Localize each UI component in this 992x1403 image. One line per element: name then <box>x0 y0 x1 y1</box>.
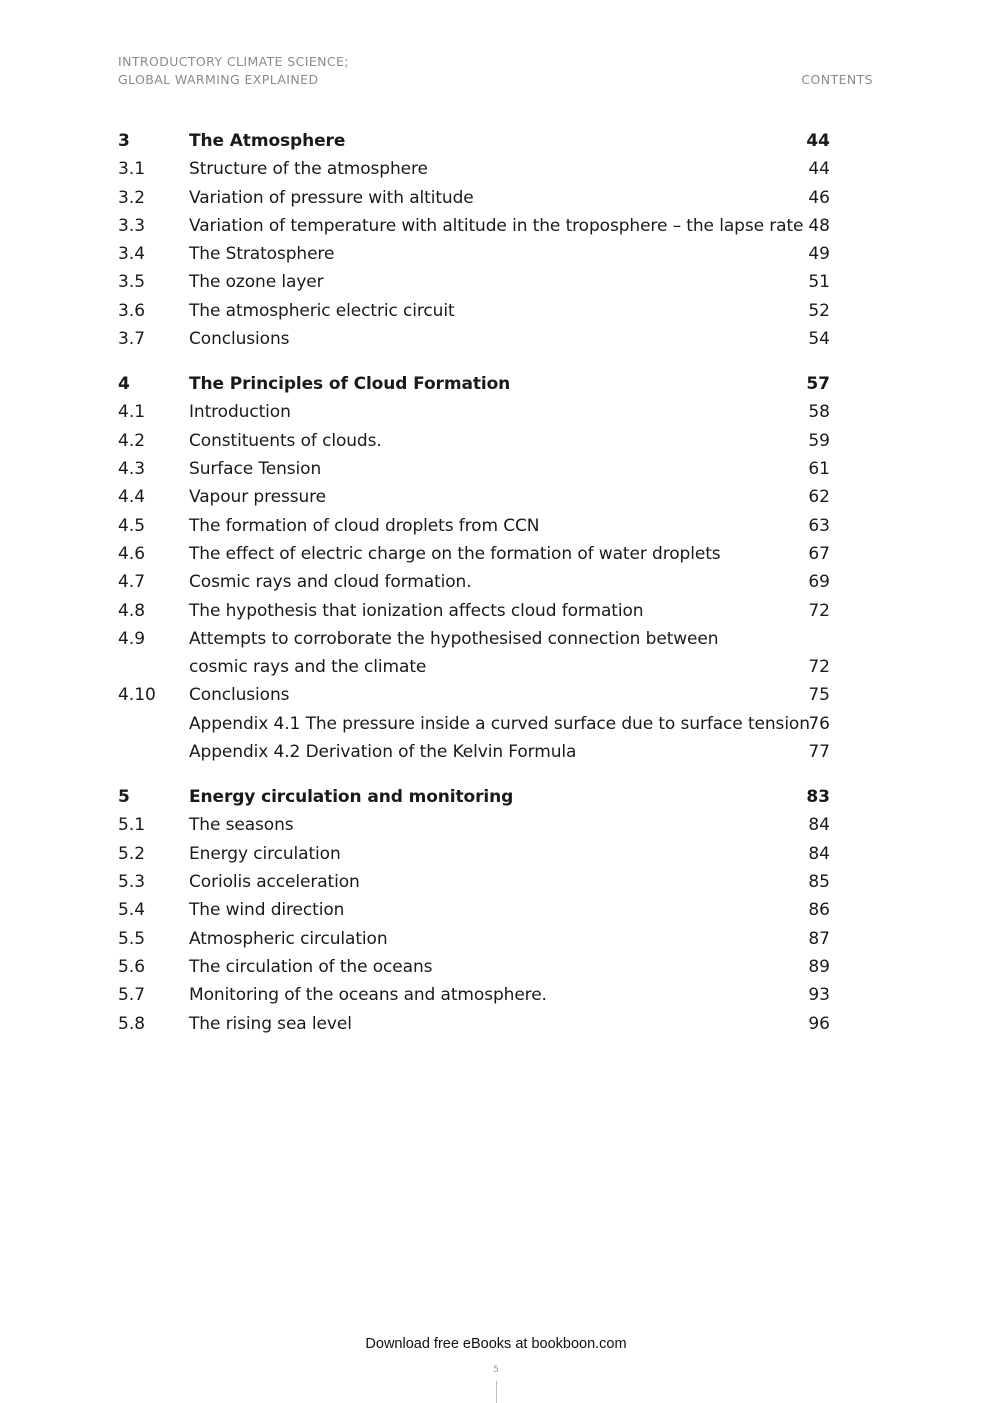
book-title-line-2: GLOBAL WARMING EXPLAINED <box>118 72 319 87</box>
toc-entry-page: 72 <box>808 600 830 621</box>
toc-entry-number: 3.5 <box>118 272 146 293</box>
toc-entry-page: 54 <box>808 329 830 350</box>
toc-entry-page: 44 <box>808 159 830 180</box>
toc-entry-title: The Atmosphere <box>189 131 346 151</box>
toc-entry-number: 5.2 <box>118 843 146 864</box>
toc-entry-number: 4.8 <box>118 600 146 621</box>
toc-entry-number: 3.2 <box>118 187 146 208</box>
toc-entry-number: 4.5 <box>118 515 146 536</box>
toc-entry-title: Appendix 4.1 The pressure inside a curved surface due to surface tension <box>189 713 810 734</box>
toc-entry-title: The seasons <box>189 815 294 836</box>
toc-entry[interactable] <box>118 483 830 511</box>
toc-entry-number: 5 <box>118 787 130 808</box>
toc-entry[interactable] <box>118 512 830 540</box>
toc-entry[interactable] <box>118 184 830 212</box>
toc-entry-title: Energy circulation <box>189 843 341 864</box>
toc-entry-page: 89 <box>808 956 830 977</box>
toc-entry-title: The ozone layer <box>189 272 324 293</box>
toc-entry[interactable] <box>118 653 830 681</box>
toc-entry-number: 3.1 <box>118 159 146 180</box>
toc-entry-title: The Principles of Cloud Formation <box>189 374 511 395</box>
toc-entry[interactable] <box>118 455 830 483</box>
toc-entry-page: 75 <box>808 685 830 706</box>
toc-entry-number: 4.1 <box>118 402 146 423</box>
toc-entry-number: 3.6 <box>118 300 146 321</box>
toc-entry-title: Vapour pressure <box>189 487 327 508</box>
toc-entry-title: Conclusions <box>189 685 290 706</box>
toc-chapter-heading[interactable] <box>118 783 830 811</box>
toc-entry-page: 49 <box>808 244 830 265</box>
page-number-divider <box>496 1381 497 1403</box>
toc-entry[interactable] <box>118 155 830 183</box>
toc-entry-page: 76 <box>808 713 830 734</box>
toc-entry-page: 77 <box>808 742 830 763</box>
toc-entry-page: 96 <box>808 1013 830 1034</box>
toc-entry-page: 44 <box>806 131 830 151</box>
toc-entry[interactable] <box>118 297 830 325</box>
toc-entry-title: The atmospheric electric circuit <box>189 300 455 321</box>
toc-entry-title: Variation of pressure with altitude <box>189 187 474 208</box>
toc-chapter-heading[interactable] <box>118 127 830 155</box>
toc-entry-page: 46 <box>808 187 830 208</box>
toc-entry-title: Cosmic rays and cloud formation. <box>189 572 472 593</box>
toc-entry[interactable] <box>118 840 830 868</box>
toc-entry-title: Surface Tension <box>189 459 322 480</box>
toc-entry-title: Coriolis acceleration <box>189 872 360 893</box>
toc-entry-number: 4.4 <box>118 487 146 508</box>
toc-entry[interactable] <box>118 710 830 738</box>
toc-entry-number: 4.2 <box>118 430 146 451</box>
toc-entry-number: 5.4 <box>118 900 146 921</box>
toc-entry[interactable] <box>118 953 830 981</box>
toc-entry-page: 52 <box>808 300 830 321</box>
toc-entry-page: 48 <box>808 215 830 236</box>
toc-entry[interactable] <box>118 568 830 596</box>
book-title-line-1: INTRODUCTORY CLIMATE SCIENCE; <box>118 54 349 69</box>
toc-entry-number: 5.7 <box>118 985 146 1006</box>
toc-entry-number: 4 <box>118 374 130 395</box>
toc-entry-page: 84 <box>808 815 830 836</box>
toc-entry-number: 4.7 <box>118 572 146 593</box>
toc-entry-title: The rising sea level <box>189 1013 352 1034</box>
toc-entry-number: 4.10 <box>118 685 156 706</box>
toc-entry-number: 4.6 <box>118 543 146 564</box>
table-of-contents <box>118 127 830 1038</box>
toc-entry-page: 84 <box>808 843 830 864</box>
toc-entry-page: 86 <box>808 900 830 921</box>
toc-entry-number: 5.3 <box>118 872 146 893</box>
toc-entry-page: 93 <box>808 985 830 1006</box>
toc-entry-number: 5.8 <box>118 1013 146 1034</box>
toc-entry[interactable] <box>118 981 830 1009</box>
toc-entry-title: Introduction <box>189 402 291 423</box>
toc-entry-title: The effect of electric charge on the formation of water droplets <box>189 543 721 564</box>
toc-entry-title: Energy circulation and monitoring <box>189 787 514 808</box>
toc-entry-number: 3 <box>118 131 130 151</box>
toc-entry-title: The Stratosphere <box>189 244 335 265</box>
toc-entry[interactable] <box>118 738 830 766</box>
toc-entry-page: 72 <box>808 657 830 678</box>
toc-entry[interactable] <box>118 625 830 653</box>
toc-entry-title: The hypothesis that ionization affects cloud formation <box>189 600 644 621</box>
toc-entry-page: 87 <box>808 928 830 949</box>
toc-entry-number: 5.6 <box>118 956 146 977</box>
toc-entry-title: Constituents of clouds. <box>189 430 382 451</box>
toc-entry[interactable] <box>118 896 830 924</box>
toc-entry-title: The circulation of the oceans <box>189 956 433 977</box>
toc-entry-number: 5.1 <box>118 815 146 836</box>
toc-entry-page: 85 <box>808 872 830 893</box>
toc-entry-title: cosmic rays and the climate <box>189 657 427 678</box>
toc-entry-number: 5.5 <box>118 928 146 949</box>
toc-entry-page: 83 <box>806 787 830 808</box>
toc-entry-page: 51 <box>808 272 830 293</box>
toc-entry[interactable] <box>118 398 830 426</box>
toc-entry[interactable] <box>118 1010 830 1038</box>
toc-entry-page: 62 <box>808 487 830 508</box>
toc-entry-title: Monitoring of the oceans and atmosphere. <box>189 985 547 1006</box>
toc-entry[interactable] <box>118 212 830 240</box>
toc-chapter-heading[interactable] <box>118 370 830 398</box>
toc-entry-number: 3.7 <box>118 329 146 350</box>
toc-entry-number: 3.3 <box>118 215 146 236</box>
toc-entry-title: Attempts to corroborate the hypothesised connection between <box>189 628 719 649</box>
toc-entry-page: 69 <box>808 572 830 593</box>
toc-entry[interactable] <box>118 268 830 296</box>
toc-entry-page: 61 <box>808 459 830 480</box>
toc-entry-title: The wind direction <box>189 900 345 921</box>
toc-entry[interactable] <box>118 597 830 625</box>
toc-entry-title: Atmospheric circulation <box>189 928 388 949</box>
toc-entry[interactable] <box>118 925 830 953</box>
toc-entry[interactable] <box>118 811 830 839</box>
toc-entry-page: 67 <box>808 543 830 564</box>
toc-entry-page: 59 <box>808 430 830 451</box>
toc-entry-title: Conclusions <box>189 329 290 350</box>
toc-entry-title: Structure of the atmosphere <box>189 159 428 180</box>
toc-entry-title: Variation of temperature with altitude in the troposphere – the lapse rate <box>189 215 804 236</box>
toc-entry-title: Appendix 4.2 Derivation of the Kelvin Formula <box>189 742 577 763</box>
toc-entry-number: 3.4 <box>118 244 146 265</box>
toc-entry[interactable] <box>118 868 830 896</box>
toc-entry-page: 63 <box>808 515 830 536</box>
toc-entry-number: 4.9 <box>118 628 146 649</box>
toc-entry-title: The formation of cloud droplets from CCN <box>189 515 540 536</box>
page-number: 5 <box>493 1365 499 1375</box>
toc-entry[interactable] <box>118 427 830 455</box>
toc-entry-page: 58 <box>808 402 830 423</box>
toc-entry[interactable] <box>118 540 830 568</box>
toc-entry[interactable] <box>118 325 830 353</box>
running-header-section: CONTENTS <box>801 72 873 87</box>
toc-entry[interactable] <box>118 681 830 709</box>
footer-promo-link[interactable]: Download free eBooks at bookboon.com <box>365 1336 627 1352</box>
toc-entry-number: 4.3 <box>118 459 146 480</box>
toc-entry-page: 57 <box>806 374 830 395</box>
toc-entry[interactable] <box>118 240 830 268</box>
running-header-title <box>118 53 349 89</box>
